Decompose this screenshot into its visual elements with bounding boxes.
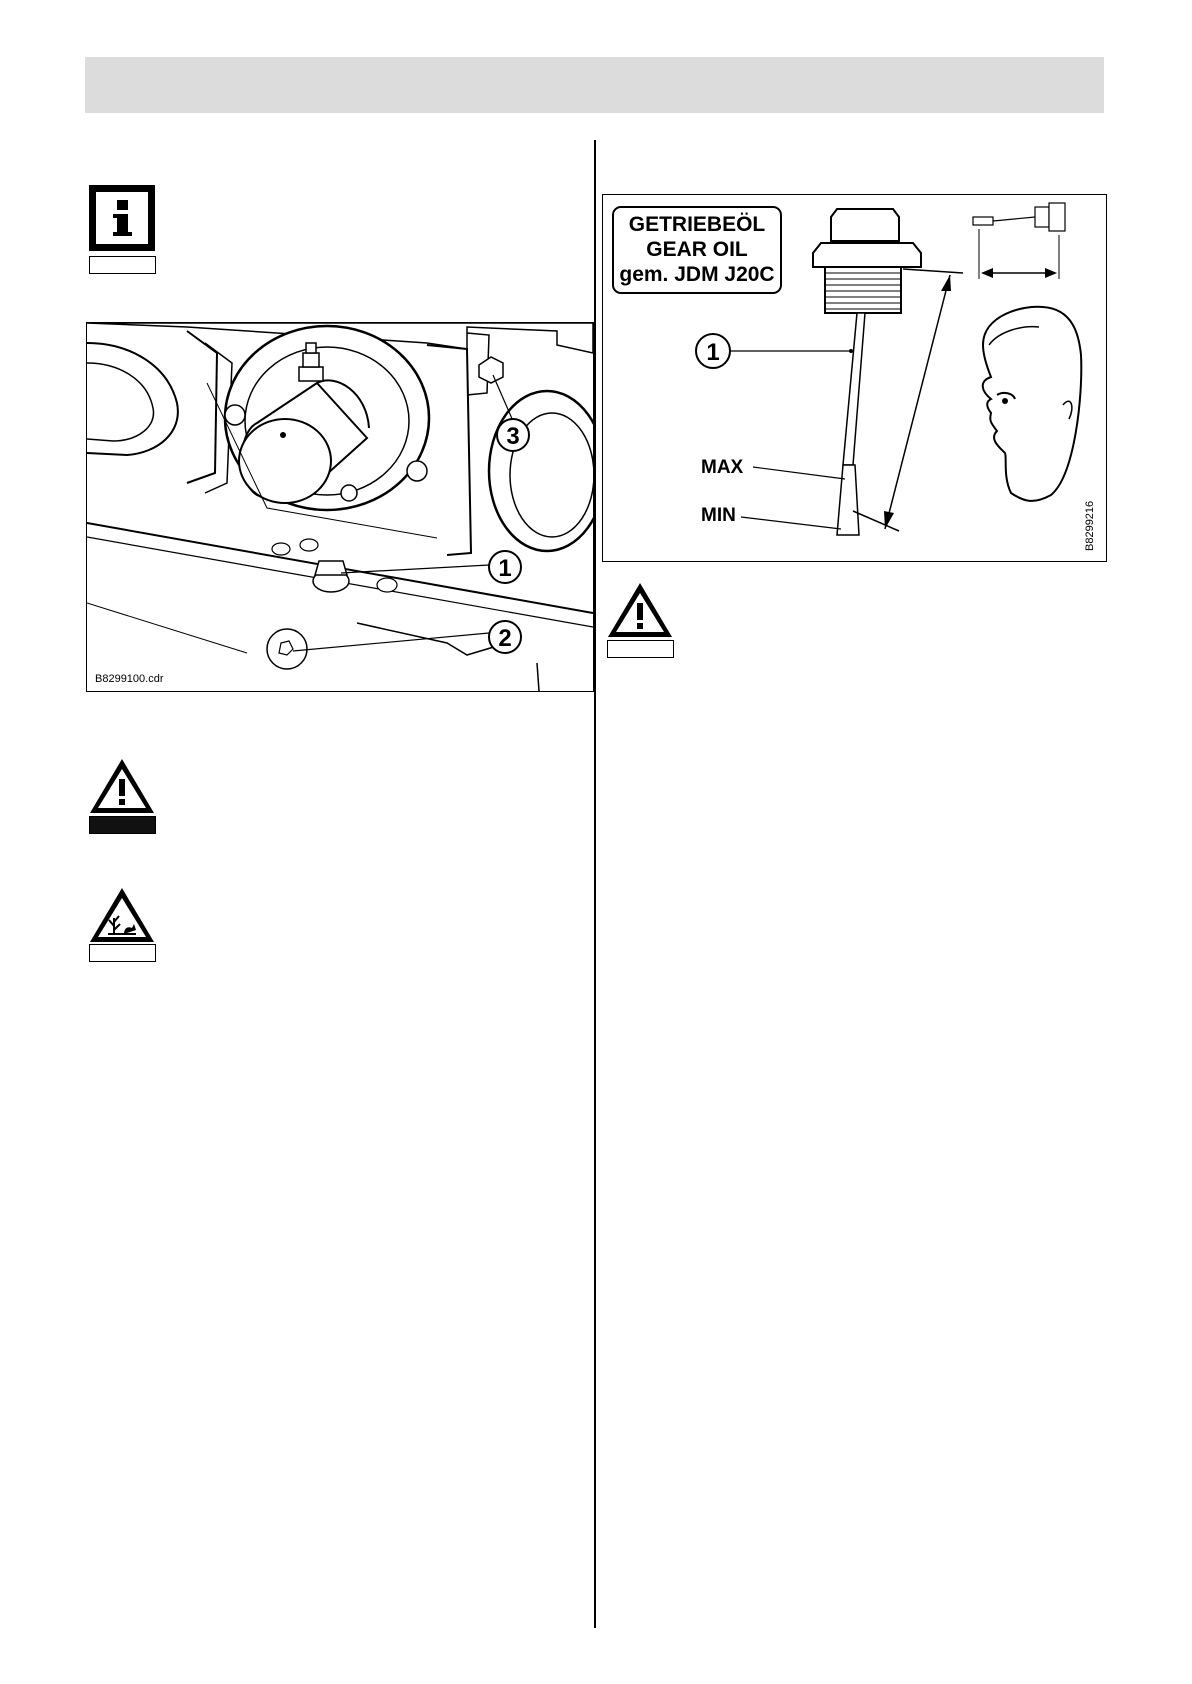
dipstick-figure-code: B8299216 [1084,500,1096,551]
info-label-box [89,256,156,274]
warning-icon [88,757,156,815]
warning-icon-right [606,581,674,639]
oil-label-line-3: gem. JDM J20C [619,263,775,286]
max-label: MAX [701,457,744,478]
header-bar [85,57,1104,113]
oil-label-line-2: GEAR OIL [646,238,748,261]
callout-2: 2 [498,625,512,652]
min-label: MIN [701,505,736,526]
warning-label-box [89,816,156,834]
dipstick-figure [602,194,1107,562]
environment-hazard-icon [88,886,156,944]
warning-label-box-right [607,640,674,658]
dipstick-callout-1: 1 [706,339,720,366]
info-icon [88,184,156,252]
environment-label-box [89,944,156,962]
oil-label-line-1: GETRIEBEÖL [628,213,766,236]
figure-code: B8299100.cdr [95,673,164,685]
callout-1: 1 [498,555,512,582]
gearbox-figure [86,322,594,692]
column-divider [594,140,596,1628]
callout-3: 3 [506,423,520,450]
